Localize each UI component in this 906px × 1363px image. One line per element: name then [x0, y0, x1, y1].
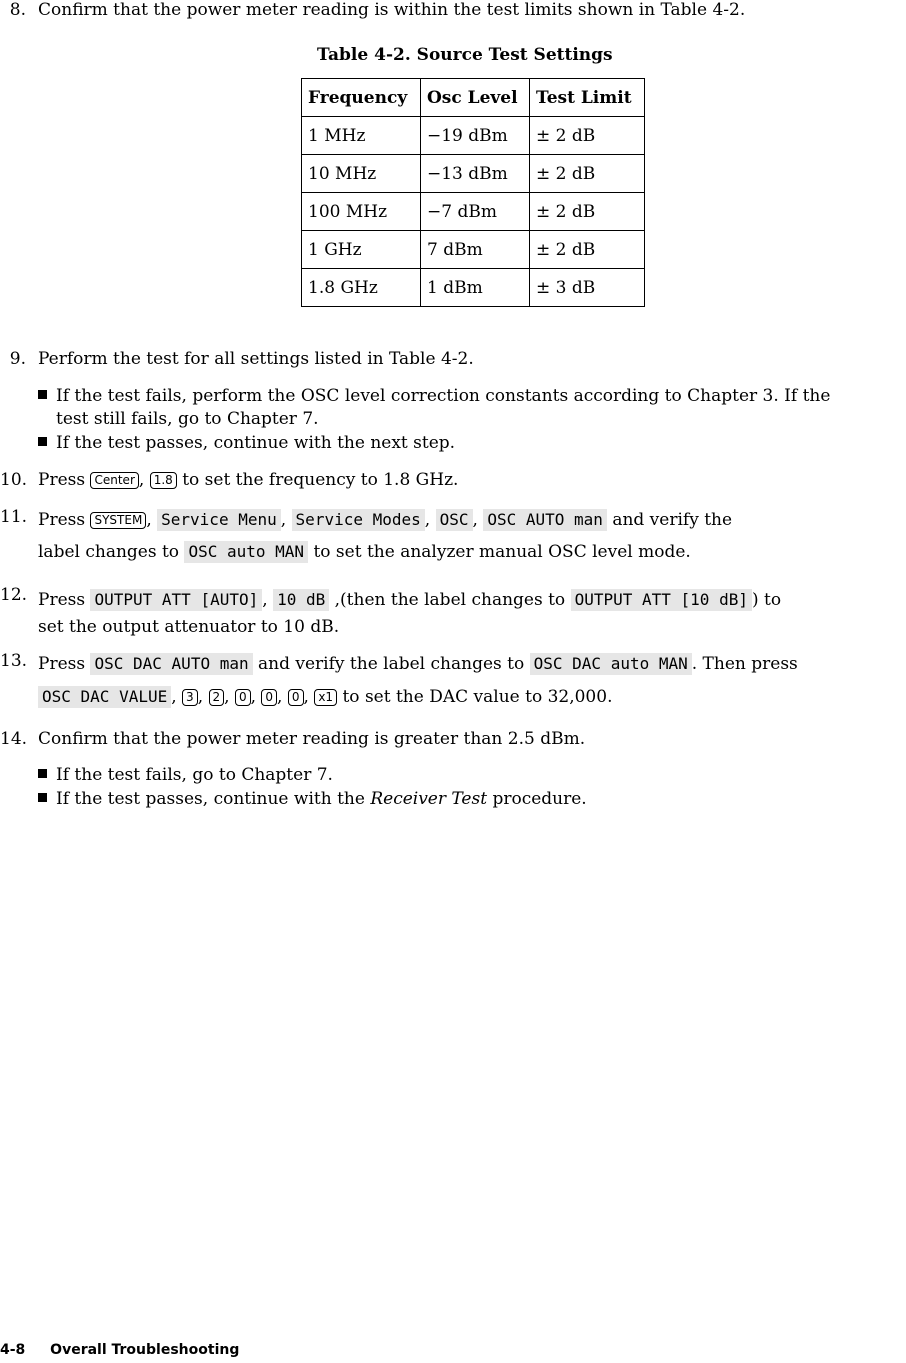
- step-number: 12.: [0, 585, 28, 605]
- step-text: Press: [38, 510, 86, 530]
- table-header-row: [302, 79, 645, 117]
- step-line: Press SYSTEM , Service Menu , Service Modes , OSC , OSC AUTO man and verify the: [38, 510, 733, 530]
- key-0[interactable]: 0: [261, 689, 277, 706]
- bullet-text: If the test fails, go to Chapter 7.: [56, 765, 333, 785]
- step-text: set the output attenuator to 10 dB.: [38, 617, 340, 637]
- step-text: . Then press: [691, 654, 798, 674]
- source-test-settings-table: [301, 78, 645, 307]
- table-cell: ± 2 dB: [530, 117, 645, 155]
- system-key[interactable]: SYSTEM: [90, 512, 146, 529]
- step-text: and verify the label changes to: [258, 654, 525, 674]
- receiver-test-reference: Receiver Test: [370, 789, 488, 809]
- table-cell: ± 2 dB: [530, 193, 645, 231]
- osc-dac-value-softkey[interactable]: OSC DAC VALUE: [38, 686, 171, 708]
- x1-key[interactable]: x1: [314, 689, 337, 706]
- step-number: 14.: [0, 729, 28, 749]
- table-title: Table 4-2. Source Test Settings: [317, 45, 613, 65]
- step-text: to set the frequency to 1.8 GHz.: [182, 470, 459, 490]
- step-text: and verify the: [612, 510, 733, 530]
- osc-dac-auto-man-softkey[interactable]: OSC DAC AUTO man: [90, 653, 252, 675]
- key-3[interactable]: 3: [182, 689, 198, 706]
- table-row: [302, 269, 645, 307]
- bullet-icon: [38, 390, 47, 399]
- table-cell: 1 dBm: [421, 269, 530, 307]
- table-cell: −13 dBm: [421, 155, 530, 193]
- column-header: Frequency: [302, 79, 421, 117]
- step-text: to set the DAC value to 32,000.: [342, 687, 613, 707]
- table-row: [302, 155, 645, 193]
- step-number: 13.: [0, 651, 28, 671]
- service-menu-softkey[interactable]: Service Menu: [157, 509, 281, 531]
- bullet-icon: [38, 793, 47, 802]
- osc-auto-man-softkey[interactable]: OSC AUTO man: [483, 509, 607, 531]
- osc-softkey[interactable]: OSC: [436, 509, 473, 531]
- page-number: 4-8: [0, 1342, 26, 1358]
- table-cell: ± 2 dB: [530, 231, 645, 269]
- table-cell: ± 2 dB: [530, 155, 645, 193]
- table-cell: 1 GHz: [302, 231, 421, 269]
- key-0[interactable]: 0: [288, 689, 304, 706]
- table-cell: ± 3 dB: [530, 269, 645, 307]
- bullet-icon: [38, 437, 47, 446]
- osc-dac-auto-man-label: OSC DAC auto MAN: [530, 653, 692, 675]
- table-row: [302, 117, 645, 155]
- table-cell: 100 MHz: [302, 193, 421, 231]
- bullet-text: If the test passes, continue with the: [56, 789, 365, 809]
- step-line: [38, 653, 798, 675]
- step-text: Press: [38, 470, 86, 490]
- step-line: Press Center , 1.8 to set the frequency to 1.8 GHz.: [38, 470, 459, 490]
- bullet-text-continued: test still fails, go to Chapter 7.: [56, 409, 319, 429]
- step-text: Press: [38, 654, 86, 674]
- service-modes-softkey[interactable]: Service Modes: [292, 509, 425, 531]
- step-text: ,(then the label changes to: [334, 590, 566, 610]
- step-text: Confirm that the power meter reading is greater than 2.5 dBm.: [38, 729, 586, 749]
- bullet-icon: [38, 769, 47, 778]
- column-header: Test Limit: [530, 79, 645, 117]
- bullet-text: If the test fails, perform the OSC level correction constants according to Chapter 3. If the: [56, 386, 831, 406]
- step-text: Confirm that the power meter reading is within the test limits shown in Table 4-2.: [38, 0, 746, 20]
- bullet-text: If the test passes, continue with the next step.: [56, 433, 456, 453]
- section-title: Overall Troubleshooting: [50, 1342, 240, 1358]
- table-cell: −19 dBm: [421, 117, 530, 155]
- center-key[interactable]: Center: [90, 472, 138, 489]
- step-line: Press OUTPUT ATT [AUTO] , 10 dB ,(then the label changes to OUTPUT ATT [10 dB] ) to: [38, 590, 782, 610]
- output-att-10db-label: OUTPUT ATT [10 dB]: [571, 589, 752, 611]
- step-text: to set the analyzer manual OSC level mode.: [313, 542, 691, 562]
- 10-db-softkey[interactable]: 10 dB: [273, 589, 329, 611]
- bullet-item: [38, 765, 333, 785]
- bullet-item: [38, 433, 455, 453]
- step-text: Press: [38, 590, 86, 610]
- step-line: [38, 541, 691, 563]
- table-cell: −7 dBm: [421, 193, 530, 231]
- table-row: [302, 231, 645, 269]
- table-cell: 10 MHz: [302, 155, 421, 193]
- step-number: 10.: [0, 470, 28, 490]
- page-footer: [0, 1342, 239, 1358]
- step-line: OSC DAC VALUE , 3 , 2 , 0 , 0 , 0 , x1 to set the DAC value to 32,000.: [38, 686, 612, 708]
- step-number: 8.: [9, 0, 26, 20]
- output-att-auto-softkey[interactable]: OUTPUT ATT [AUTO]: [90, 589, 262, 611]
- table-cell: 1.8 GHz: [302, 269, 421, 307]
- bullet-text: procedure.: [492, 789, 587, 809]
- step-number: 11.: [0, 507, 28, 527]
- step-text: Perform the test for all settings listed in Table 4-2.: [38, 349, 474, 369]
- osc-auto-man-label: OSC auto MAN: [184, 541, 308, 563]
- key-0[interactable]: 0: [235, 689, 251, 706]
- table-row: [302, 193, 645, 231]
- key-2[interactable]: 2: [209, 689, 225, 706]
- step-text: label changes to: [38, 542, 180, 562]
- step-text: ) to: [751, 590, 782, 610]
- table-cell: 1 MHz: [302, 117, 421, 155]
- step-number: 9.: [9, 349, 26, 369]
- bullet-item: [38, 789, 587, 809]
- column-header: Osc Level: [421, 79, 530, 117]
- bullet-item: [38, 386, 830, 406]
- table-cell: 7 dBm: [421, 231, 530, 269]
- key-1-8[interactable]: 1.8: [150, 472, 177, 489]
